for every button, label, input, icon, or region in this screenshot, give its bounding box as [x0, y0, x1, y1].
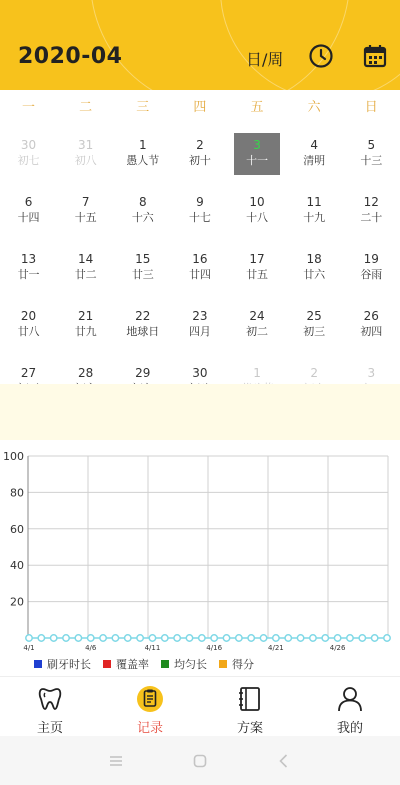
weekday-label: 五 [250, 100, 264, 115]
y-tick-label: 20 [10, 595, 24, 609]
day-number: 3 [367, 366, 376, 380]
day-number: 2 [196, 138, 204, 152]
nav-label: 记录 [136, 721, 163, 736]
day-content [189, 308, 211, 339]
day-content [18, 308, 40, 339]
day-content [189, 137, 211, 168]
calendar-day[interactable] [57, 246, 114, 303]
calendar-day[interactable] [57, 132, 114, 189]
record-icon [136, 685, 164, 713]
day-content [360, 251, 382, 282]
day-content [75, 137, 97, 168]
data-point [322, 635, 328, 641]
day-number: 10 [249, 195, 265, 209]
day-number: 18 [306, 252, 322, 266]
legend-swatch [34, 660, 42, 668]
day-lunar-label: 初二 [246, 325, 269, 338]
data-point [75, 635, 81, 641]
day-lunar-label: 廿九 [74, 325, 97, 338]
day-number: 7 [81, 195, 90, 209]
day-number: 14 [78, 252, 94, 266]
day-lunar-label: 十六 [131, 211, 154, 224]
day-lunar-label: 廿一 [17, 268, 40, 281]
bottom-nav [0, 676, 400, 736]
data-point [50, 635, 56, 641]
nav-item-mine[interactable] [300, 677, 400, 736]
day-lunar-label: 廿四 [188, 268, 211, 281]
legend-swatch [103, 660, 111, 668]
calendar-day[interactable] [286, 189, 343, 246]
day-number: 1 [138, 138, 147, 152]
back-icon[interactable] [275, 752, 293, 770]
day-lunar-label: 清明 [303, 154, 326, 167]
data-point [297, 635, 303, 641]
day-number: 22 [135, 309, 151, 323]
day-number: 1 [253, 366, 261, 380]
day-number: 20 [20, 309, 37, 323]
calendar-day[interactable] [171, 303, 228, 360]
day-content [75, 251, 97, 282]
system-navigation-bar [0, 736, 400, 785]
legend-label: 得分 [232, 658, 254, 671]
day-lunar-label: 十三 [360, 154, 383, 167]
day-lunar-label: 十五 [74, 211, 97, 224]
day-number: 17 [249, 252, 265, 266]
data-point [100, 635, 106, 641]
home-square-icon[interactable] [191, 752, 209, 770]
weekday-label: 一 [22, 100, 36, 115]
day-content [303, 251, 325, 282]
nav-item-record[interactable] [100, 677, 200, 736]
legend-item [34, 656, 91, 672]
day-number: 4 [310, 138, 318, 152]
calendar-day[interactable] [229, 189, 286, 246]
day-number: 23 [192, 309, 208, 323]
day-lunar-label: 谷雨 [360, 268, 383, 281]
day-lunar-label: 廿三 [131, 268, 154, 281]
day-lunar-label: 初十 [188, 154, 211, 167]
day-number: 6 [24, 195, 33, 209]
data-point [384, 635, 390, 641]
day-number: 16 [192, 252, 208, 266]
data-point [38, 635, 44, 641]
data-point [186, 635, 192, 641]
legend-item [103, 656, 149, 672]
data-point [26, 635, 32, 641]
day-lunar-label: 廿二 [74, 268, 97, 281]
brushing-chart [0, 446, 400, 676]
calendar-day[interactable] [0, 303, 57, 360]
x-tick-label: 4/26 [329, 644, 346, 652]
calendar-day[interactable] [286, 303, 343, 360]
calendar-day[interactable] [114, 246, 171, 303]
day-content [246, 194, 268, 225]
calendar-day[interactable] [171, 189, 228, 246]
data-point [310, 635, 316, 641]
day-number: 30 [192, 366, 208, 380]
data-point [359, 635, 365, 641]
day-lunar-label: 初四 [360, 325, 383, 338]
legend-label: 刷牙时长 [47, 658, 91, 671]
day-content [126, 308, 159, 339]
data-point [162, 635, 168, 641]
day-lunar-label: 愚人节 [126, 154, 160, 167]
data-point [137, 635, 143, 641]
day-lunar-label: 初八 [74, 154, 97, 167]
legend-label: 覆盖率 [116, 658, 149, 671]
day-content [234, 133, 280, 175]
data-point [285, 635, 291, 641]
day-content [132, 194, 154, 225]
legend-swatch [219, 660, 227, 668]
day-lunar-label: 二十 [360, 211, 383, 224]
nav-label: 方案 [236, 721, 263, 736]
x-tick-label: 4/21 [268, 644, 284, 652]
day-content [189, 194, 211, 225]
calendar-week-row [0, 189, 400, 246]
data-point [223, 635, 229, 641]
calendar-grid [0, 132, 400, 417]
data-point [248, 635, 254, 641]
calendar-day[interactable] [114, 132, 171, 189]
data-point [174, 635, 180, 641]
x-tick-label: 4/6 [85, 644, 97, 652]
day-lunar-label: 四月 [188, 325, 211, 338]
data-point [273, 635, 279, 641]
calendar-day[interactable] [229, 303, 286, 360]
weekday-header [0, 90, 400, 126]
day-content [189, 251, 211, 282]
data-point [112, 635, 118, 641]
nav-item-plan[interactable] [200, 677, 300, 736]
menu-icon[interactable] [107, 752, 125, 770]
legend-swatch [161, 660, 169, 668]
app-header [0, 0, 400, 90]
nav-label: 主页 [36, 721, 63, 736]
data-point [211, 635, 217, 641]
calendar-week-row [0, 303, 400, 360]
calendar-icon[interactable] [362, 43, 388, 69]
calendar-day[interactable] [343, 303, 400, 360]
day-content [18, 251, 40, 282]
day-number: 2 [310, 366, 318, 380]
day-number: 5 [367, 138, 376, 152]
notebook-icon [236, 685, 264, 713]
day-lunar-label: 廿五 [246, 268, 269, 281]
legend-item [161, 656, 207, 672]
day-lunar-label: 十八 [246, 211, 269, 224]
month-title[interactable]: 2020-04 [18, 44, 123, 69]
day-number: 26 [363, 309, 379, 323]
calendar-day[interactable] [57, 189, 114, 246]
calendar-day[interactable] [229, 246, 286, 303]
calendar-day-selected[interactable] [229, 132, 286, 189]
day-lunar-label: 十九 [303, 211, 326, 224]
calendar-day[interactable] [57, 303, 114, 360]
calendar-day[interactable] [0, 189, 57, 246]
calendar-day[interactable] [114, 189, 171, 246]
day-content [246, 251, 268, 282]
tooth-icon [36, 685, 64, 713]
day-lunar-label: 十一 [246, 154, 269, 167]
day-content [246, 308, 268, 339]
day-number: 29 [135, 366, 151, 380]
day-lunar-label: 十七 [188, 211, 211, 224]
day-content [360, 194, 382, 225]
day-number: 30 [20, 138, 37, 152]
day-number: 15 [135, 252, 151, 266]
y-tick-label: 40 [10, 559, 24, 573]
calendar-day[interactable] [114, 303, 171, 360]
legend-item [219, 656, 254, 672]
day-content [303, 308, 325, 339]
day-content [126, 137, 159, 168]
weekday-label: 六 [307, 100, 321, 115]
data-point [149, 635, 155, 641]
day-number: 27 [20, 366, 37, 380]
day-number: 24 [249, 309, 265, 323]
weekday-label: 二 [79, 100, 93, 115]
data-point [347, 635, 353, 641]
day-week-toggle[interactable]: 日/周 [246, 50, 284, 69]
calendar-day[interactable] [286, 246, 343, 303]
calendar-day[interactable] [171, 132, 228, 189]
day-content [132, 251, 154, 282]
day-number: 25 [306, 309, 322, 323]
day-content [303, 194, 325, 225]
day-content [18, 137, 40, 168]
calendar-day[interactable] [286, 132, 343, 189]
y-tick-label: 100 [3, 450, 24, 463]
day-number: 12 [363, 195, 379, 209]
calendar-day[interactable] [343, 132, 400, 189]
legend-label: 均匀长 [174, 658, 207, 671]
day-lunar-label: 廿六 [303, 268, 326, 281]
calendar-day[interactable] [0, 246, 57, 303]
day-lunar-label: 廿八 [17, 325, 40, 338]
data-point [125, 635, 131, 641]
calendar-day[interactable] [171, 246, 228, 303]
nav-item-home[interactable] [0, 677, 100, 736]
day-number: 8 [138, 195, 147, 209]
day-lunar-label: 初三 [303, 325, 326, 338]
day-content [75, 194, 97, 225]
weekday-label: 日 [364, 100, 378, 115]
data-point [334, 635, 340, 641]
day-content [360, 137, 382, 168]
day-lunar-label: 初七 [17, 154, 40, 167]
day-number: 31 [78, 138, 94, 152]
x-tick-label: 4/1 [23, 644, 35, 652]
data-point [371, 635, 377, 641]
summary-band [0, 384, 400, 440]
user-icon [336, 685, 364, 713]
day-content [303, 137, 325, 168]
day-content [360, 308, 382, 339]
day-content [18, 194, 40, 225]
x-tick-label: 4/16 [206, 644, 223, 652]
calendar-day[interactable] [343, 246, 400, 303]
nav-label: 我的 [336, 721, 363, 736]
weekday-label: 四 [193, 100, 207, 115]
calendar-week-row [0, 246, 400, 303]
day-number: 3 [253, 138, 261, 152]
calendar-day[interactable] [0, 132, 57, 189]
data-point [88, 635, 94, 641]
y-tick-label: 60 [10, 522, 24, 536]
y-tick-label: 80 [10, 486, 24, 500]
day-content [75, 308, 97, 339]
x-tick-label: 4/11 [144, 644, 161, 652]
data-point [260, 635, 266, 641]
clock-icon[interactable] [308, 43, 334, 69]
day-number: 11 [306, 195, 322, 209]
data-point [199, 635, 205, 641]
line-chart [0, 446, 400, 656]
day-number: 9 [196, 195, 204, 209]
calendar-day[interactable] [343, 189, 400, 246]
day-number: 19 [363, 252, 379, 266]
day-lunar-label: 地球日 [126, 325, 160, 338]
day-number: 21 [78, 309, 94, 323]
day-number: 13 [20, 252, 37, 266]
day-number: 28 [78, 366, 94, 380]
data-point [236, 635, 242, 641]
weekday-label: 三 [136, 100, 150, 115]
data-point [63, 635, 69, 641]
calendar-week-row [0, 132, 400, 189]
day-lunar-label: 十四 [17, 211, 40, 224]
chart-legend [34, 656, 254, 672]
